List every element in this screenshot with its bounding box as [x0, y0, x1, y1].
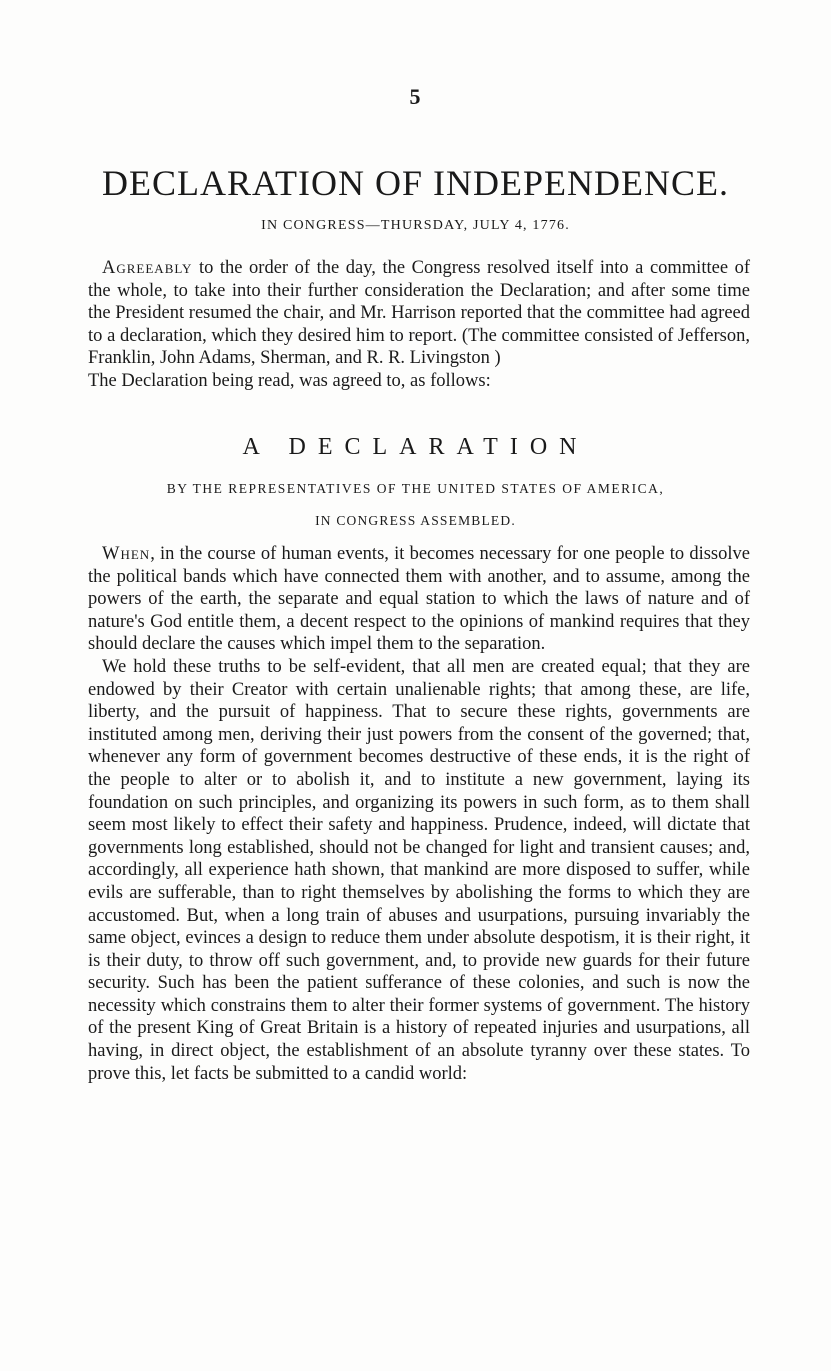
paragraph-1-body: , in the course of human events, it becomes necessary for one people to dissolve the political bands which have connected them with another, and to assume, among the powers of the earth, the separate and equal station to which the laws of nature and of nature's God entitle them, a decent respect to the opinions of mankind requires that they should declare the causes which impel them to the separation. — [88, 544, 750, 655]
intro-lead-word: Agreeably — [102, 258, 193, 278]
declaration-paragraph-1 — [88, 543, 750, 656]
declaration-assembly-line: IN CONGRESS ASSEMBLED. — [315, 513, 516, 528]
declaration-heading: A DECLARATION — [242, 434, 589, 460]
declaration-byline: BY THE REPRESENTATIVES OF THE UNITED STATES OF AMERICA, — [166, 481, 665, 496]
declaration-paragraph-2: We hold these truths to be self-evident, that all men are created equal; that they are endowed by their Creator with certain unalienable rights; that among these, are life, liberty, and the pursuit of happiness. That to secure these rights, governments are instituted among men, deriving their just powers from the consent of the governed; that, whenever any form of government becomes destructive of these ends, it is the right of the people to alter or to abolish it, and to institute a new government, laying its foundation on such principles, and organizing its powers in such form, as to them shall seem most likely to effect their safety and happiness. Prudence, indeed, will dictate that governments long established, should not be changed for light and transient causes; and, accordingly, all experience hath shown, that mankind are more disposed to suffer, while evils are sufferable, than to right themselves by abolishing the forms to which they are accustomed. But, when a long train of abuses and usurpations, pursuing invariably the same object, evinces a design to reduce them under absolute despotism, it is their right, it is their duty, to throw off such government, and, to provide new guards for their future security. Such has been the patient sufferance of these colonies, and such is now the necessity which constrains them to alter their former systems of government. The history of the present King of Great Britain is a history of repeated injuries and usurpations, all having, in direct object, the establishment of an absolute tyranny over these states. To prove this, let facts be submitted to a candid world: — [88, 656, 750, 1084]
paragraph-lead-word: When — [102, 544, 151, 564]
page-number: 5 — [409, 84, 422, 109]
intro-text — [88, 257, 750, 393]
intro-body: to the order of the day, the Congress resolved itself into a committee of the whole, to take into their further consideration the Declaration; and after some time the President resumed the chair, and Mr. Harrison reported that the committee had agreed to a declaration, which they desired him to report. (The committee consisted of Jefferson, Franklin, John Adams, Sherman, and R. R. Livingston ) — [88, 258, 750, 369]
declaration-body — [88, 543, 750, 1085]
page-title: DECLARATION OF INDEPENDENCE. — [102, 163, 729, 203]
session-subtitle: IN CONGRESS—THURSDAY, JULY 4, 1776. — [261, 218, 570, 233]
intro-second-paragraph: The Declaration being read, was agreed to, as follows: — [88, 370, 491, 391]
intro-paragraph — [88, 257, 750, 370]
